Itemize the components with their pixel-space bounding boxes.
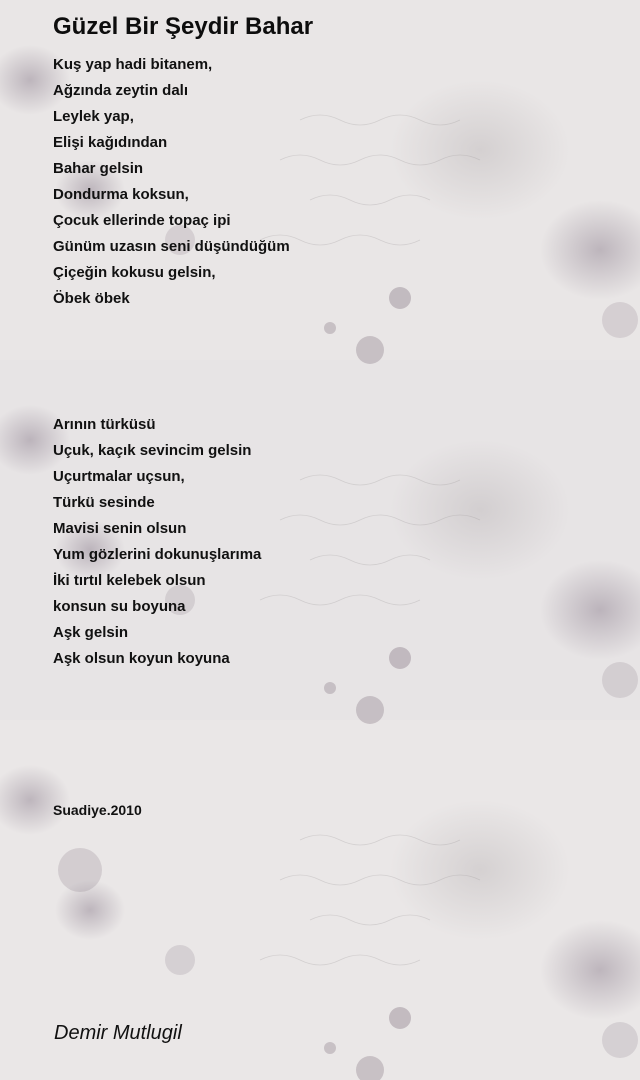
poem-line: Aşk olsun koyun koyuna bbox=[53, 650, 230, 667]
poem-line: Kuş yap hadi bitanem, bbox=[53, 56, 213, 73]
poem-line: Öbek öbek bbox=[53, 290, 130, 307]
poem-line: Elişi kağıdından bbox=[53, 134, 168, 151]
poem-line: Uçurtmalar uçsun, bbox=[53, 468, 185, 485]
poem-line: Türkü sesinde bbox=[53, 494, 155, 511]
author-name: Demir Mutlugil bbox=[54, 1022, 182, 1044]
poem-line: Çocuk ellerinde topaç ipi bbox=[53, 212, 231, 229]
poem-line: Çiçeğin kokusu gelsin, bbox=[53, 264, 216, 281]
stanza-1 bbox=[53, 52, 290, 312]
poem-line: Dondurma koksun, bbox=[53, 186, 189, 203]
poem-line: Leylek yap, bbox=[53, 108, 134, 125]
poem-line: Ağzında zeytin dalı bbox=[53, 82, 189, 99]
poem-line: Uçuk, kaçık sevincim gelsin bbox=[53, 442, 252, 459]
poem-line: Bahar gelsin bbox=[53, 160, 144, 177]
poem-line: Aşk gelsin bbox=[53, 624, 129, 641]
stanza-2 bbox=[53, 412, 261, 672]
poem-line: Arının türküsü bbox=[53, 416, 156, 433]
poem-line: Günüm uzasın seni düşündüğüm bbox=[53, 238, 290, 255]
place-date: Suadiye.2010 bbox=[53, 802, 142, 818]
poem-line: Yum gözlerini dokunuşlarıma bbox=[53, 546, 262, 563]
poem-title: Güzel Bir Şeydir Bahar bbox=[53, 13, 314, 40]
poem-line: İki tırtıl kelebek olsun bbox=[53, 572, 206, 589]
poem-line: Mavisi senin olsun bbox=[53, 520, 187, 537]
poem-line: konsun su boyuna bbox=[53, 598, 186, 615]
